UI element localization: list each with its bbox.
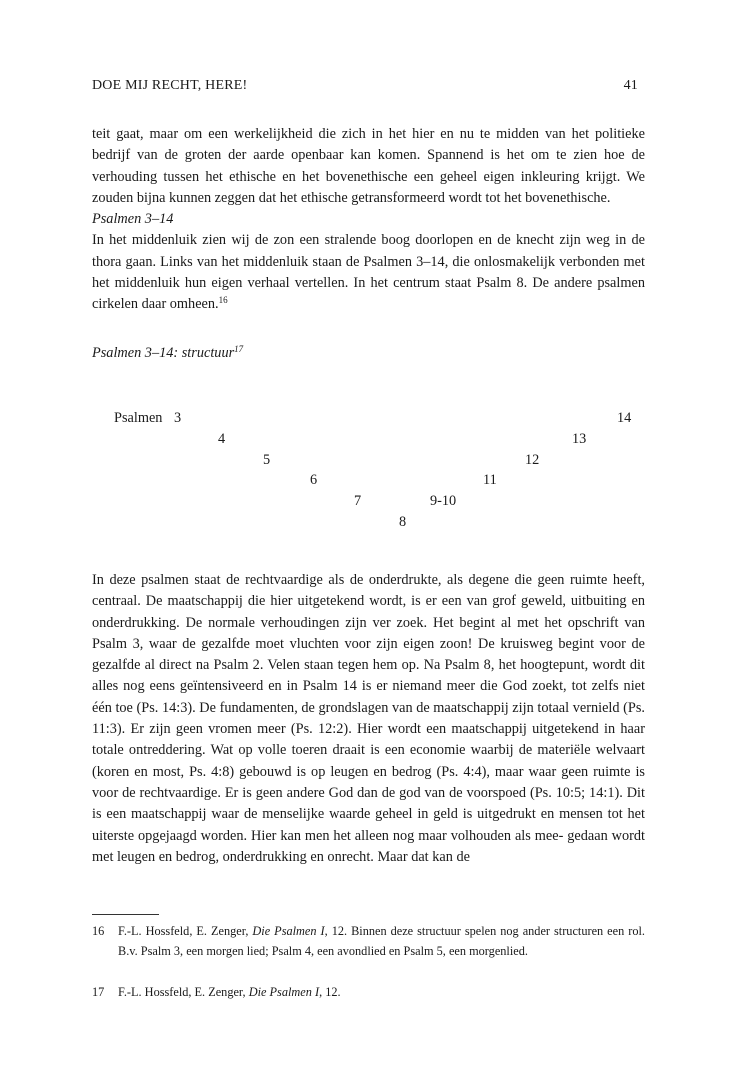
diagram-psalm-8: 8 bbox=[399, 514, 407, 530]
footnote-17 bbox=[92, 983, 645, 1003]
footnote-16-work: Die Psalmen I bbox=[252, 924, 325, 938]
text-block-bottom bbox=[92, 570, 645, 868]
book-page bbox=[92, 0, 645, 1068]
diagram-psalm-7: 7 bbox=[354, 493, 362, 509]
footnote-separator bbox=[92, 914, 159, 915]
diagram-psalm-14: 14 bbox=[617, 410, 632, 426]
footnote-16-number: 16 bbox=[92, 924, 105, 938]
footnote-ref-16[interactable]: 16 bbox=[218, 295, 228, 306]
footnote-16 bbox=[92, 922, 645, 961]
footnote-16-rest: , 12. Binnen deze structuur spelen nog ander structuren een rol. B.v. Psalm 3, een morgen lied; Psalm 4, een avondlied en Psalm 5, een morgenlied. bbox=[118, 924, 645, 958]
diagram-prefix: Psalmen bbox=[114, 410, 163, 426]
subheading-structure-text: Psalmen 3–14: structuur bbox=[92, 345, 235, 361]
diagram-psalm-9-10: 9-10 bbox=[430, 493, 457, 509]
footnote-ref-17[interactable]: 17 bbox=[234, 344, 244, 354]
psalm-structure-diagram bbox=[92, 398, 645, 538]
diagram-psalm-6: 6 bbox=[310, 472, 318, 488]
footnote-16-text bbox=[118, 922, 645, 961]
diagram-psalm-13: 13 bbox=[572, 431, 587, 447]
footnote-17-rest: , 12. bbox=[319, 985, 341, 999]
diagram-psalm-4: 4 bbox=[218, 431, 226, 447]
running-title: DOE MIJ RECHT, HERE! bbox=[92, 78, 248, 93]
footnote-17-work: Die Psalmen I bbox=[248, 985, 320, 999]
footnote-17-text bbox=[118, 983, 645, 1003]
text-block-top bbox=[92, 124, 645, 316]
diagram-psalm-12: 12 bbox=[525, 452, 540, 468]
footnote-16-authors: F.-L. Hossfeld, E. Zenger, bbox=[118, 924, 249, 938]
footnote-17-number: 17 bbox=[92, 985, 105, 999]
paragraph-2-text: In het middenluik zien wij de zon een stralende boog doorlopen en de knecht zijn weg in de thora gaan. Links van het middenluik staan de Psalmen 3–14, die onlosmakelijk verbonden met het middenluik hun eigen verhaal vertellen. In het centrum staat Psalm 8. De andere psalmen cirkelen daar omheen. bbox=[92, 232, 645, 313]
subheading-psalmen-3-14: Psalmen 3–14 bbox=[92, 211, 174, 228]
diagram-psalm-3: 3 bbox=[174, 410, 182, 426]
page-number: 41 bbox=[623, 78, 638, 93]
paragraph-1: teit gaat, maar om een werkelijkheid die zich in het hier en nu te midden van het politieke bedrijf van de groten der aarde openbaar kan komen. Spannend is het om te zien hoe de verhouding tussen het ethische en het bovenethische een geheel eigen inkleuring krijgt. We zouden bijna kunnen zeggen dat het ethische getransformeerd wordt tot het bovenethische. bbox=[92, 126, 645, 206]
diagram-psalm-5: 5 bbox=[263, 452, 271, 468]
subheading-structure bbox=[92, 345, 243, 362]
footnote-17-authors: F.-L. Hossfeld, E. Zenger, bbox=[118, 985, 246, 999]
paragraph-3: In deze psalmen staat de rechtvaardige als de onderdrukte, als degene die geen ruimte heeft, centraal. De maatschappij die hier uitgetekend wordt, is er een van grof geweld, uitbuiting en onderdrukking. De normale verhoudingen zijn ver zoek. Het begint al met het opschrift van Psalm 3, waar de gezalfde moet vluchten voor zijn eigen zoon! De kruisweg begint voor de gezalfde al direct na Psalm 2. Velen staan tegen hem op. Na Psalm 8, het hoogtepunt, wordt dit alles nog eens geïntensiveerd en in Psalm 14 is er niemand meer die God zoekt, tot zelfs niet één toe (Ps. 14:3). De fundamenten, de grondslagen van de maatschappij zijn totaal vernield (Ps. 11:3). Er zijn geen vromen meer (Ps. 12:2). Hier wordt een maatschappij uitgetekend in haar totale ontreddering. Wat op volle toeren draait is een economie waarbij de materiële welvaart (koren en most, Ps. 4:8) gebouwd is op leugen en bedrog (Ps. 4:4), maar waar geen ruimte is voor de rechtvaardige. Er is geen andere God dan de god van de voorspoed (Ps. 10:5; 14:1). Dit is een maatschappij waar de menselijke waarde geheel in geld is uitgedrukt en mensen tot het uiterste opgejaagd worden. Hier kan men het alleen nog maar volhouden als mee- gedaan wordt met leugen en bedrog, onderdrukking en onrecht. Maar dat kan de bbox=[92, 572, 645, 865]
paragraph-2 bbox=[92, 230, 645, 315]
diagram-psalm-11: 11 bbox=[483, 472, 497, 488]
